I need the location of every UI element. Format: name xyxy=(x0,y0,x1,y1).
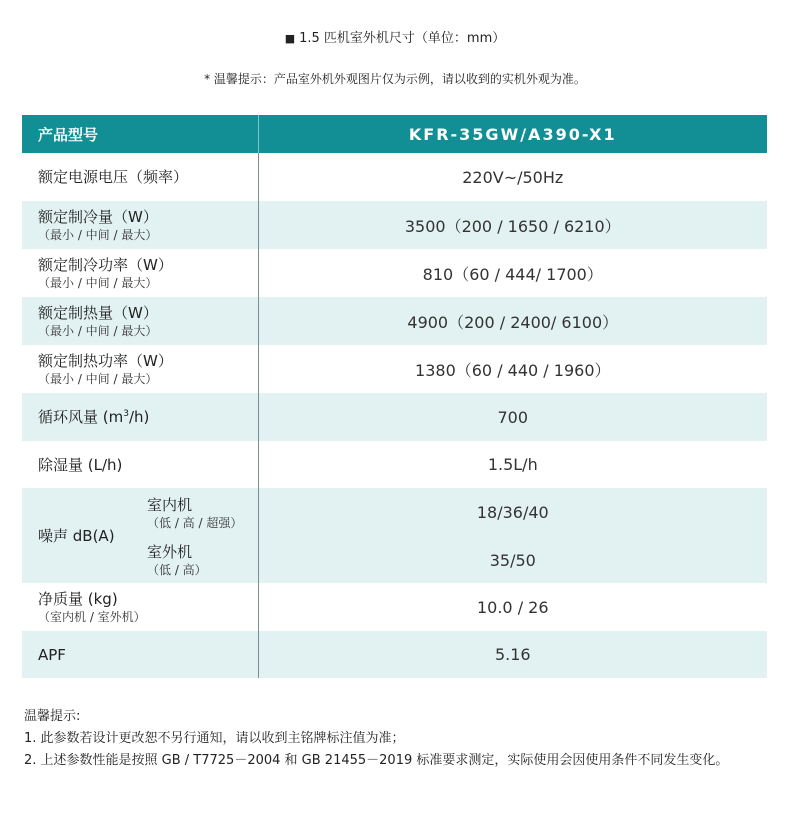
row-value: 1.5L/h xyxy=(258,441,767,488)
tips-section xyxy=(24,706,774,772)
table-row xyxy=(22,201,767,249)
table-row-noise-indoor xyxy=(22,488,767,537)
row-value: 700 xyxy=(258,393,767,441)
row-value: 3500（200 / 1650 / 6210） xyxy=(258,201,767,249)
table-row xyxy=(22,153,767,201)
row-label: 额定制热功率（W） xyxy=(38,352,173,370)
row-sublabel: （最小 / 中间 / 最大） xyxy=(38,372,158,386)
row-sublabel: （最小 / 中间 / 最大） xyxy=(38,324,158,338)
indoor-label: 室内机 xyxy=(147,495,193,514)
table-row xyxy=(22,441,767,488)
table-row xyxy=(22,393,767,441)
row-label: 额定电源电压（频率） xyxy=(38,168,189,186)
row-label: 噪声 dB(A) xyxy=(38,526,115,545)
row-label: 额定制冷量（W） xyxy=(38,208,158,226)
row-sublabel: （室内机 / 室外机） xyxy=(38,610,146,624)
row-label: 额定制冷功率（W） xyxy=(38,256,173,274)
spec-table xyxy=(22,115,767,678)
tips-line-2: 2. 上述参数性能是按照 GB / T7725－2004 和 GB 21455－2019 标准要求测定，实际使用会因使用条件不同发生变化。 xyxy=(24,753,729,768)
outdoor-sublabel: （低 / 高） xyxy=(147,563,207,577)
row-value: 220V~/50Hz xyxy=(258,153,767,201)
row-value: 1380（60 / 440 / 1960） xyxy=(258,345,767,393)
square-bullet-icon: ■ xyxy=(284,32,296,45)
row-value: 10.0 / 26 xyxy=(258,583,767,631)
table-row xyxy=(22,631,767,678)
model-label: 产品型号 xyxy=(22,115,258,153)
title-text: 1.5 匹机室外机尺寸（单位：mm） xyxy=(299,31,506,46)
row-label: APF xyxy=(38,645,66,664)
tips-title: 温馨提示: xyxy=(24,709,81,724)
table-row xyxy=(22,249,767,297)
appearance-note: * 温馨提示：产品室外机外观图片仅为示例，请以收到的实机外观为准。 xyxy=(204,72,586,86)
outdoor-noise-value: 35/50 xyxy=(258,537,767,583)
tips-line-1: 1. 此参数若设计更改恕不另行通知，请以收到主铭牌标注值为准； xyxy=(24,731,405,746)
table-row xyxy=(22,345,767,393)
table-header-row xyxy=(22,115,767,153)
page-title xyxy=(0,27,790,46)
row-label: 除湿量 (L/h) xyxy=(38,455,123,474)
table-row-noise-outdoor xyxy=(22,537,767,583)
row-label: 额定制热量（W） xyxy=(38,304,158,322)
table-row xyxy=(22,583,767,631)
row-label: 循环风量 $(m^3/h)$ xyxy=(38,408,150,426)
row-value: 4900（200 / 2400/ 6100） xyxy=(258,297,767,345)
table-row xyxy=(22,297,767,345)
indoor-noise-value: 18/36/40 xyxy=(258,488,767,537)
row-value: 5.16 xyxy=(258,631,767,678)
model-value: KFR-35GW/A390-X1 xyxy=(258,115,767,153)
row-label: 净质量 (kg) xyxy=(38,590,118,608)
row-value: 810（60 / 444/ 1700） xyxy=(258,249,767,297)
row-sublabel: （最小 / 中间 / 最大） xyxy=(38,228,158,242)
row-sublabel: （最小 / 中间 / 最大） xyxy=(38,276,158,290)
indoor-sublabel: （低 / 高 / 超强） xyxy=(147,515,243,530)
outdoor-label: 室外机 xyxy=(147,543,193,561)
